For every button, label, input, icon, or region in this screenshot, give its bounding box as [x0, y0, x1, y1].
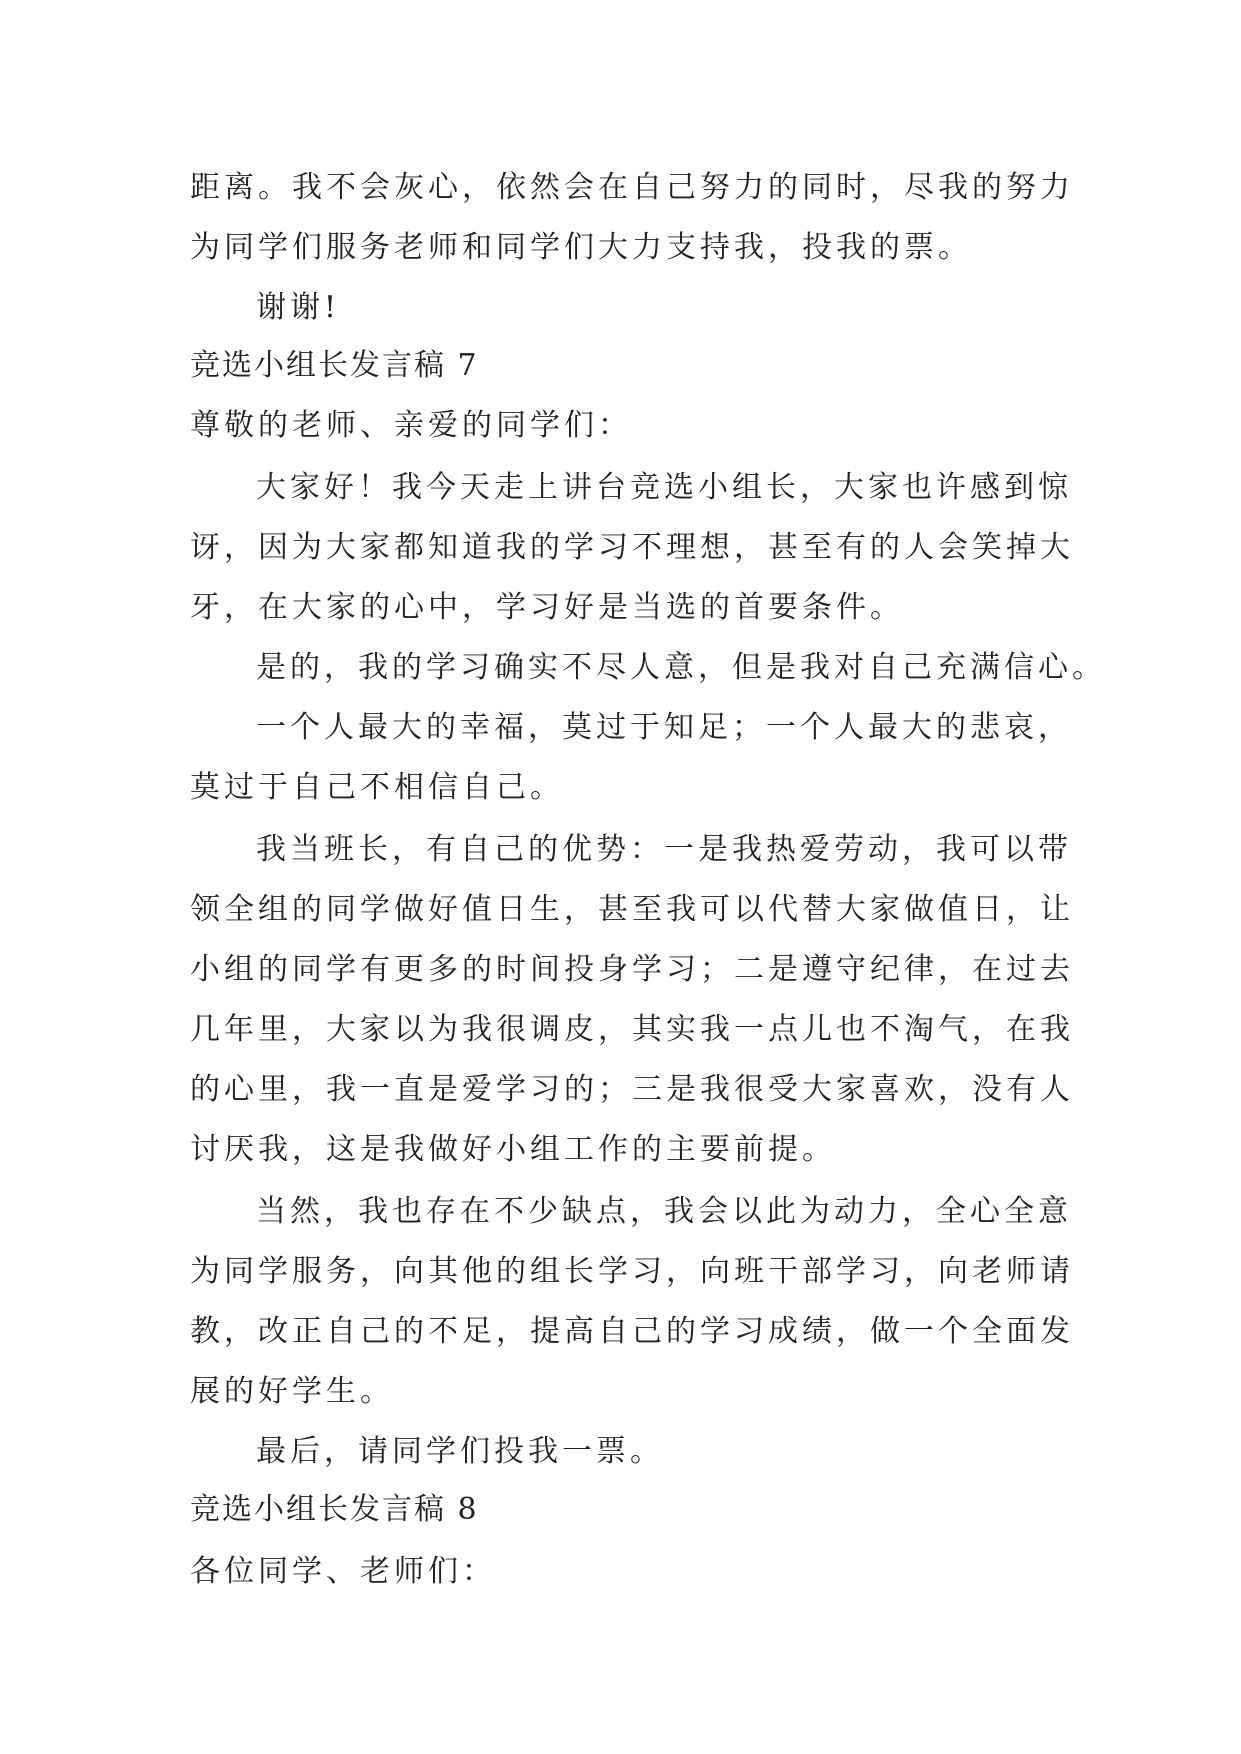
- section-heading: 竞选小组长发言稿 8: [190, 1492, 479, 1527]
- text-line: 是的，我的学习确实不尽人意，但是我对自己充满信心。: [256, 650, 1106, 685]
- text-line: 几年里，大家以为我很调皮，其实我一点儿也不淘气，在我: [190, 1012, 1074, 1047]
- text-line: 教，改正自己的不足，提高自己的学习成绩，做一个全面发: [190, 1314, 1074, 1349]
- text-line: 为同学服务，向其他的组长学习，向班干部学习，向老师请: [190, 1254, 1074, 1289]
- text-line: 小组的同学有更多的时间投身学习；二是遵守纪律，在过去: [190, 952, 1074, 987]
- section-heading: 竞选小组长发言稿 7: [190, 348, 479, 383]
- text-line: 一个人最大的幸福，莫过于知足；一个人最大的悲哀，: [256, 710, 1072, 745]
- text-line: 为同学们服务老师和同学们大力支持我，投我的票。: [190, 230, 972, 265]
- text-line: 讶，因为大家都知道我的学习不理想，甚至有的人会笑掉大: [190, 530, 1074, 565]
- text-line: 大家好！我今天走上讲台竞选小组长，大家也许感到惊: [256, 470, 1072, 505]
- text-line: 领全组的同学做好值日生，甚至我可以代替大家做值日，让: [190, 892, 1074, 927]
- text-line: 我当班长，有自己的优势：一是我热爱劳动，我可以带: [256, 832, 1072, 867]
- salutation: 各位同学、老师们：: [190, 1554, 496, 1589]
- text-line: 的心里，我一直是爱学习的；三是我很受大家喜欢，没有人: [190, 1072, 1074, 1107]
- text-line: 展的好学生。: [190, 1374, 394, 1409]
- closing-thanks: 谢谢!: [256, 290, 341, 325]
- salutation: 尊敬的老师、亲爱的同学们：: [190, 408, 632, 443]
- text-line: 牙，在大家的心中，学习好是当选的首要条件。: [190, 590, 904, 625]
- text-line: 距离。我不会灰心，依然会在自己努力的同时，尽我的努力: [190, 170, 1074, 205]
- text-line: 最后，请同学们投我一票。: [256, 1434, 664, 1469]
- text-line: 莫过于自己不相信自己。: [190, 770, 564, 805]
- text-line: 讨厌我，这是我做好小组工作的主要前提。: [190, 1132, 836, 1167]
- text-line: 当然，我也存在不少缺点，我会以此为动力，全心全意: [256, 1194, 1072, 1229]
